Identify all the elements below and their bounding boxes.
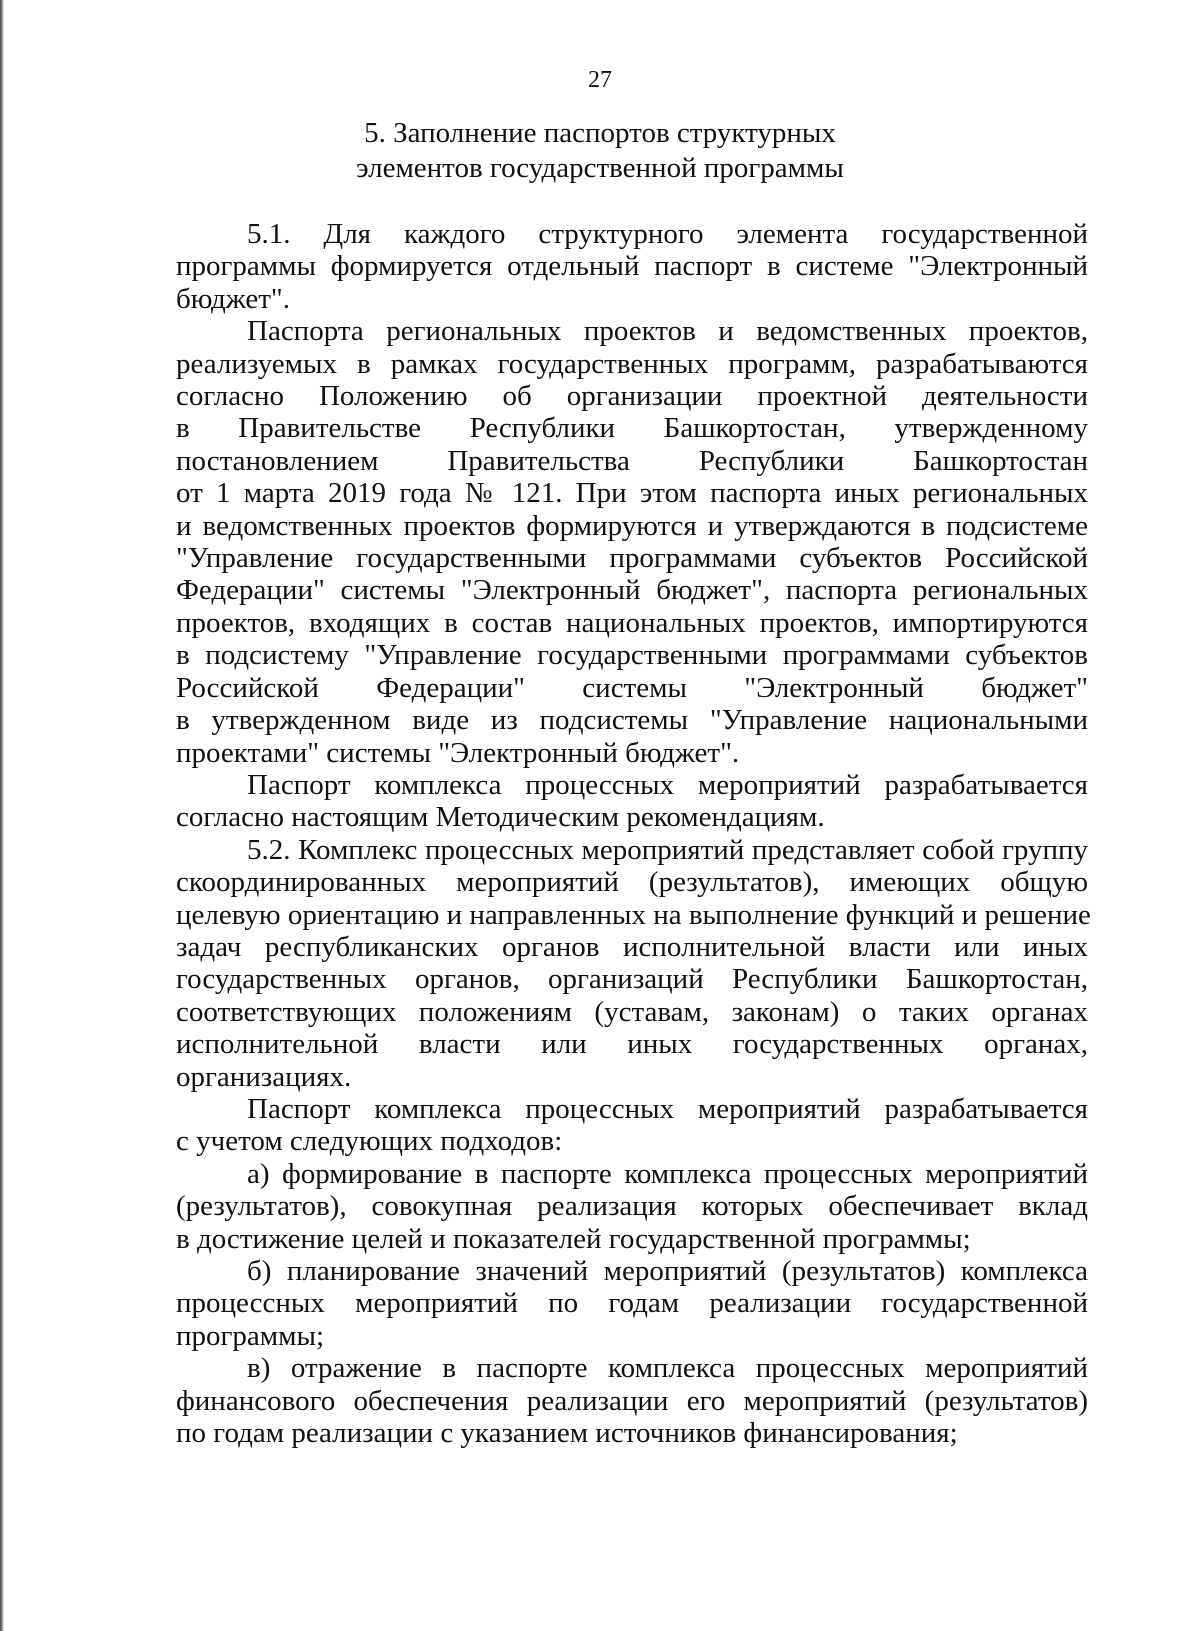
section-title <box>300 116 900 186</box>
section-title-line-1: 5. Заполнение паспортов структурных <box>364 117 836 149</box>
text-line: Паспорт комплекса процессных мероприятий разрабатывается <box>247 768 1088 801</box>
text-line: в) отражение в паспорте комплекса процессных мероприятий <box>247 1352 1088 1385</box>
paragraph <box>176 1158 1088 1255</box>
page-number: 27 <box>588 67 612 93</box>
text-line: в достижение целей и показателей государственной программы; <box>176 1222 971 1255</box>
text-line: проектов, входящих в состав национальных проектов, импортируются <box>176 606 1088 639</box>
text-line: организациях. <box>176 1060 352 1093</box>
text-line: от 1 марта 2019 года № 121. При этом паспорта иных региональных <box>176 477 1088 510</box>
text-line: в подсистему "Управление государственными программами субъектов <box>176 639 1088 672</box>
text-line: 5.1. Для каждого структурного элемента государственной <box>247 218 1088 250</box>
body-text <box>176 218 1091 1450</box>
text-line: (результатов), совокупная реализация которых обеспечивает вклад <box>176 1190 1088 1223</box>
text-line: Паспорта региональных проектов и ведомственных проектов, <box>247 315 1088 348</box>
text-line: "Управление государственными программами субъектов Российской <box>176 542 1088 575</box>
paragraph <box>176 833 1091 1093</box>
text-line: программы; <box>176 1319 325 1352</box>
text-line: бюджет". <box>176 282 290 315</box>
text-line: с учетом следующих подходов: <box>176 1125 563 1158</box>
text-line: в Правительстве Республики Башкортостан, утвержденному <box>176 412 1088 445</box>
text-line: задач республиканских органов исполнительной власти или иных <box>176 930 1088 963</box>
text-line: проектами" системы "Электронный бюджет". <box>176 736 740 769</box>
text-line: б) планирование значений мероприятий (результатов) комплекса <box>247 1255 1088 1287</box>
scan-edge <box>0 0 4 1631</box>
text-line: Российской Федерации" системы "Электронный бюджет" <box>176 671 1088 704</box>
text-line: а) формирование в паспорте комплекса процессных мероприятий <box>247 1157 1088 1190</box>
text-line: по годам реализации с указанием источников финансирования; <box>176 1417 958 1450</box>
text-line: Федерации" системы "Электронный бюджет", паспорта региональных <box>176 574 1088 607</box>
text-line: соответствующих положениям (уставам, законам) о таких органах <box>176 995 1088 1028</box>
paragraph <box>176 315 1088 769</box>
paragraph <box>176 218 1088 315</box>
text-line: программы формируется отдельный паспорт в системе "Электронный <box>176 250 1088 283</box>
text-line: согласно Положению об организации проектной деятельности <box>176 380 1088 413</box>
paragraph <box>176 769 1088 834</box>
text-line: 5.2. Комплекс процессных мероприятий представляет собой группу <box>247 833 1088 866</box>
text-line: государственных органов, организаций Республики Башкортостан, <box>176 963 1088 996</box>
section-title-line-2: элементов государственной программы <box>356 152 844 184</box>
text-line: скоординированных мероприятий (результатов), имеющих общую <box>176 866 1088 899</box>
text-line: и ведомственных проектов формируются и утверждаются в подсистеме <box>176 509 1088 542</box>
paragraph <box>176 1255 1088 1352</box>
text-line: согласно настоящим Методическим рекомендациям. <box>176 801 825 834</box>
text-line: финансового обеспечения реализации его мероприятий (результатов) <box>176 1384 1088 1417</box>
paragraph <box>176 1093 1088 1158</box>
text-line: в утвержденном виде из подсистемы "Управление национальными <box>176 704 1088 737</box>
text-line: целевую ориентацию и направленных на выполнение функций и решение <box>176 898 1091 931</box>
text-line: Паспорт комплекса процессных мероприятий разрабатывается <box>247 1092 1088 1125</box>
text-line: исполнительной власти или иных государственных органах, <box>176 1028 1088 1061</box>
text-line: реализуемых в рамках государственных программ, разрабатываются <box>176 347 1088 380</box>
paragraph <box>176 1352 1088 1449</box>
text-line: процессных мероприятий по годам реализации государственной <box>176 1287 1088 1320</box>
text-line: постановлением Правительства Республики Башкортостан <box>176 444 1088 477</box>
